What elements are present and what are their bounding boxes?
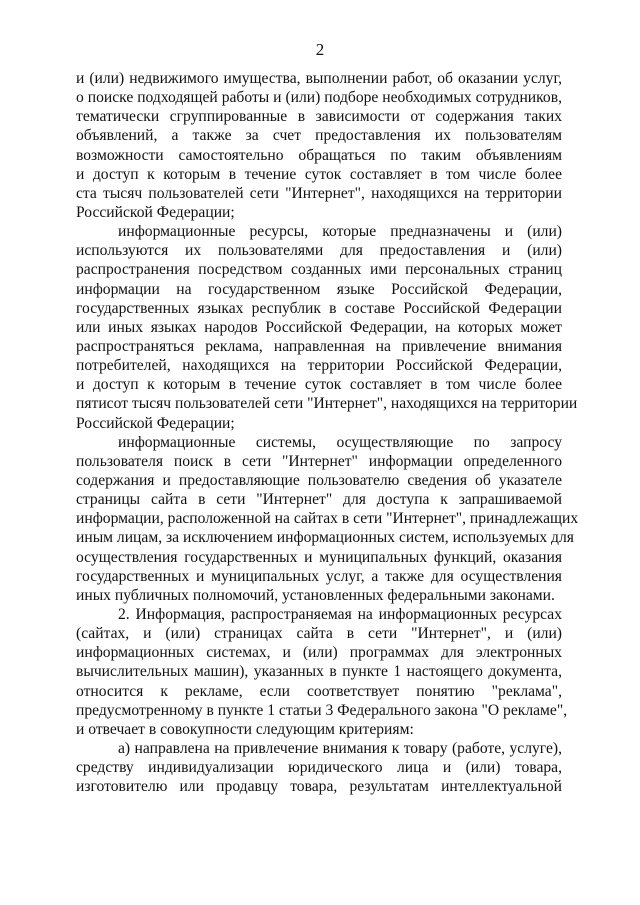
text-line: относится к рекламе, если соответствует понятию "реклама",: [76, 682, 562, 700]
text-line: информационные ресурсы, которые предназначены и (или): [118, 223, 562, 241]
text-line: государственных языках республик в составе Российской Федерации: [76, 299, 562, 317]
text-line: распространения посредством созданных ими персональных страниц: [76, 261, 562, 279]
text-line: потребителей, находящихся на территории Российской Федерации,: [76, 357, 562, 375]
text-line: и доступ к которым в течение суток составляет в том числе более: [76, 376, 562, 394]
text-line: средству индивидуализации юридического лица и (или) товара,: [76, 759, 562, 777]
text-line: страницы сайта в сети "Интернет" для доступа к запрашиваемой: [76, 491, 562, 509]
text-line: иным лицам, за исключением информационных систем, используемых для: [76, 529, 574, 547]
text-line: пятисот тысяч пользователей сети "Интернет", находящихся на территории: [76, 395, 578, 413]
text-line: тематически сгруппированные в зависимости от содержания таких: [76, 108, 562, 126]
text-line: распространяться реклама, направленная на привлечение внимания: [76, 337, 562, 355]
text-line: информации на государственном языке Российской Федерации,: [76, 280, 562, 298]
text-line: ста тысяч пользователей сети "Интернет", находящихся на территории: [76, 184, 562, 202]
text-line: Российской Федерации;: [76, 414, 235, 432]
text-line: государственных и муниципальных услуг, а также для осуществления: [76, 567, 562, 585]
text-line: и доступ к которым в течение суток составляет в том числе более: [76, 165, 562, 183]
text-line: объявлений, а также за счет предоставления их пользователям: [76, 127, 562, 145]
text-line: и (или) недвижимого имущества, выполнении работ, об оказании услуг,: [76, 70, 562, 87]
text-line: осуществления государственных и муниципальных функций, оказания: [76, 548, 562, 566]
text-line: пользователя поиск в сети "Интернет" информации определенного: [76, 452, 562, 470]
text-line: информационные системы, осуществляющие по запросу: [118, 433, 562, 451]
text-line: (сайтах, и (или) страницах сайта в сети "Интернет", и (или): [76, 625, 562, 643]
page-number: 2: [315, 40, 325, 59]
text-line: вычислительных машин), указанных в пункте 1 настоящего документа,: [76, 663, 562, 681]
text-line: а) направлена на привлечение внимания к товару (работе, услуге),: [118, 739, 562, 757]
document-body-text: [76, 69, 579, 796]
text-line: о поиске подходящей работы и (или) подборе необходимых сотрудников,: [76, 89, 562, 107]
text-line: предусмотренному в пункте 1 статьи 3 Федерального закона "О рекламе",: [76, 701, 568, 719]
text-line: возможности самостоятельно обращаться по таким объявлениям: [76, 146, 562, 164]
text-line: информационных системах, и (или) программах для электронных: [76, 644, 562, 662]
text-line: иных публичных полномочий, установленных федеральными законами.: [76, 586, 555, 604]
text-line: Российской Федерации;: [76, 203, 235, 221]
text-line: информации, расположенной на сайтах в сети "Интернет", принадлежащих: [76, 510, 579, 528]
text-line: используются их пользователями для предоставления и (или): [76, 242, 562, 260]
text-line: или иных языках народов Российской Федерации, на которых может: [76, 318, 562, 336]
text-line: изготовителю или продавцу товара, результатам интеллектуальной: [76, 778, 562, 796]
text-line: и отвечает в совокупности следующим критериям:: [76, 720, 414, 738]
text-line: 2. Информация, распространяемая на информационных ресурсах: [118, 605, 562, 623]
text-line: содержания и предоставляющие пользователю сведения об указателе: [76, 471, 562, 489]
